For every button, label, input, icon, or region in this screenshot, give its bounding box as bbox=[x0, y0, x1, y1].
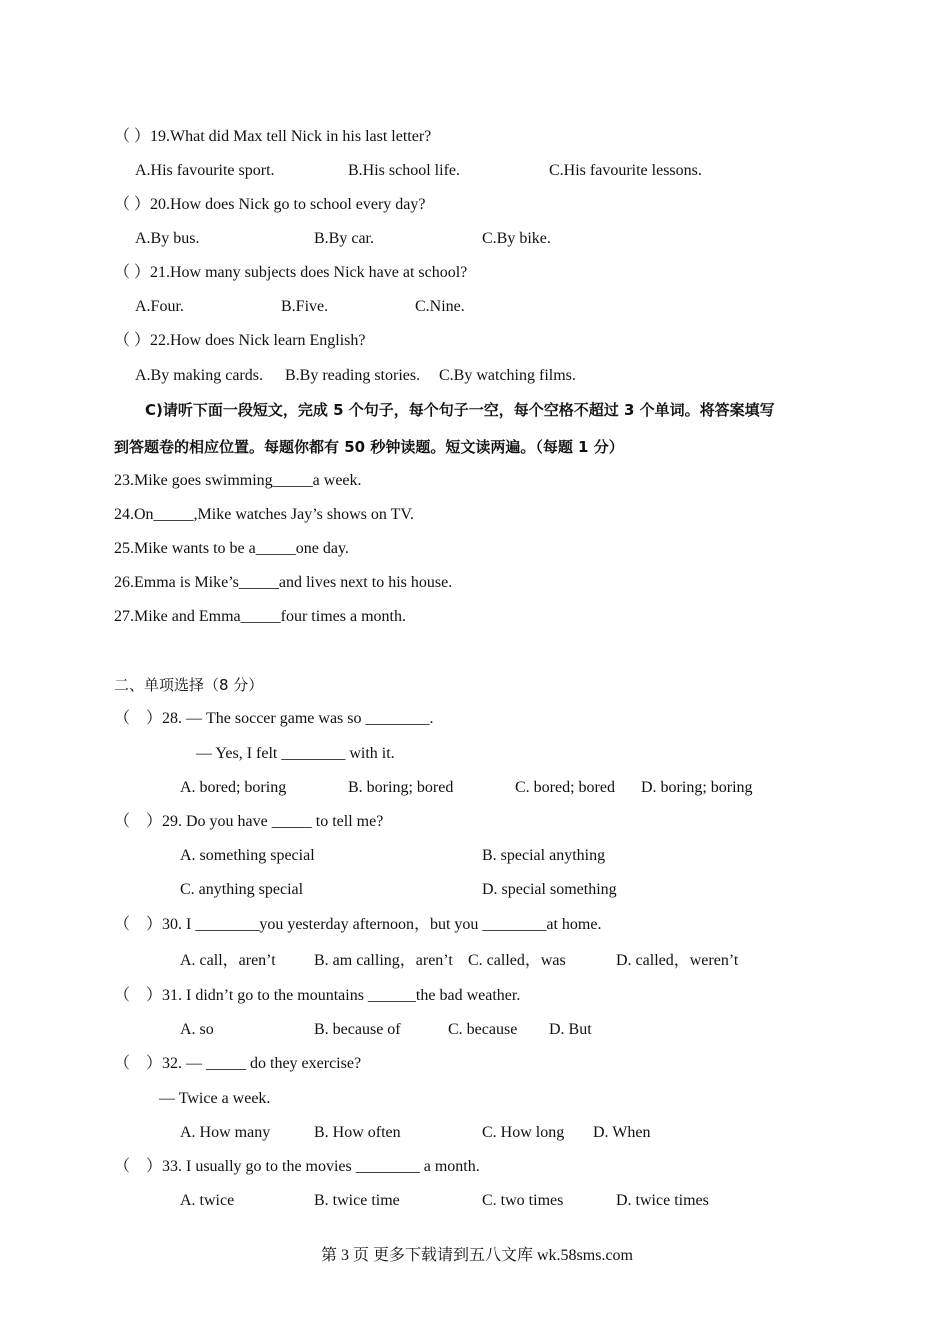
q28-option-c: C. bored; bored bbox=[515, 779, 615, 796]
q21-option-b: B.Five. bbox=[281, 298, 329, 315]
q32-stem: （ ）32. — _____ do they exercise? bbox=[114, 1055, 362, 1072]
q19-option-a: A.His favourite sport. bbox=[135, 162, 275, 179]
q22-option-c: C.By watching films. bbox=[439, 367, 576, 384]
fill-item-26: 26.Emma is Mike’s_____and lives next to his house. bbox=[114, 574, 453, 591]
q20-option-a: A.By bus. bbox=[135, 230, 200, 247]
q33-option-b: B. twice time bbox=[314, 1192, 400, 1209]
q28-stem: （ ）28. — The soccer game was so ________. bbox=[114, 710, 434, 727]
q29-option-b: B. special anything bbox=[482, 847, 606, 864]
q21-stem: （ ）21.How many subjects does Nick have at school? bbox=[114, 264, 468, 281]
q32-reply: — Twice a week. bbox=[159, 1090, 271, 1107]
fill-item-27: 27.Mike and Emma_____four times a month. bbox=[114, 608, 406, 625]
q30-stem: （ ）30. I ________you yesterday afternoon，but you ________at home. bbox=[114, 916, 602, 933]
q31-option-a: A. so bbox=[180, 1021, 214, 1038]
fill-item-25: 25.Mike wants to be a_____one day. bbox=[114, 540, 349, 557]
q20-stem: （ ）20.How does Nick go to school every day? bbox=[114, 196, 426, 213]
q29-option-c: C. anything special bbox=[180, 881, 304, 898]
q30-option-a: A. call，aren’t bbox=[180, 952, 276, 969]
q20-option-c: C.By bike. bbox=[482, 230, 551, 247]
q19-stem: （ ）19.What did Max tell Nick in his last letter? bbox=[114, 128, 432, 145]
q33-option-c: C. two times bbox=[482, 1192, 564, 1209]
q30-option-d: D. called，weren’t bbox=[616, 952, 739, 969]
q28-option-b: B. boring; bored bbox=[348, 779, 454, 796]
q29-option-a: A. something special bbox=[180, 847, 315, 864]
q22-option-a: A.By making cards. bbox=[135, 367, 263, 384]
q29-option-d: D. special something bbox=[482, 881, 617, 898]
fill-item-23: 23.Mike goes swimming_____a week. bbox=[114, 472, 362, 489]
q31-option-d: D. But bbox=[549, 1021, 592, 1038]
q22-option-b: B.By reading stories. bbox=[285, 367, 421, 384]
section-c-instruction-2: 到答题卷的相应位置。每题你都有 50 秒钟读题。短文读两遍。（每题 1 分） bbox=[114, 438, 624, 456]
q29-stem: （ ）29. Do you have _____ to tell me? bbox=[114, 813, 384, 830]
q32-option-b: B. How often bbox=[314, 1124, 401, 1141]
q31-option-b: B. because of bbox=[314, 1021, 401, 1038]
q28-reply: — Yes, I felt ________ with it. bbox=[196, 745, 395, 762]
q19-option-c: C.His favourite lessons. bbox=[549, 162, 702, 179]
q28-option-a: A. bored; boring bbox=[180, 779, 287, 796]
q28-option-d: D. boring; boring bbox=[641, 779, 753, 796]
q22-stem: （ ）22.How does Nick learn English? bbox=[114, 332, 366, 349]
q31-stem: （ ）31. I didn’t go to the mountains ______the bad weather. bbox=[114, 987, 521, 1004]
q20-option-b: B.By car. bbox=[314, 230, 374, 247]
page-footer: 第 3 页 更多下载请到五八文库 wk.58sms.com bbox=[321, 1247, 634, 1264]
q21-option-a: A.Four. bbox=[135, 298, 184, 315]
section-c-instruction-1: C)请听下面一段短文，完成 5 个句子，每个句子一空，每个空格不超过 3 个单词。将答案填写 bbox=[145, 401, 775, 419]
q33-stem: （ ）33. I usually go to the movies ________ a month. bbox=[114, 1158, 480, 1175]
q21-option-c: C.Nine. bbox=[415, 298, 465, 315]
q33-option-a: A. twice bbox=[180, 1192, 235, 1209]
fill-item-24: 24.On_____,Mike watches Jay’s shows on TV. bbox=[114, 506, 414, 523]
q33-option-d: D. twice times bbox=[616, 1192, 709, 1209]
part2-heading: 二、单项选择（8 分） bbox=[114, 676, 264, 694]
q32-option-d: D. When bbox=[593, 1124, 651, 1141]
q30-option-b: B. am calling，aren’t bbox=[314, 952, 453, 969]
q19-option-b: B.His school life. bbox=[348, 162, 460, 179]
q32-option-c: C. How long bbox=[482, 1124, 565, 1141]
q31-option-c: C. because bbox=[448, 1021, 518, 1038]
q30-option-c: C. called，was bbox=[468, 952, 566, 969]
q32-option-a: A. How many bbox=[180, 1124, 271, 1141]
